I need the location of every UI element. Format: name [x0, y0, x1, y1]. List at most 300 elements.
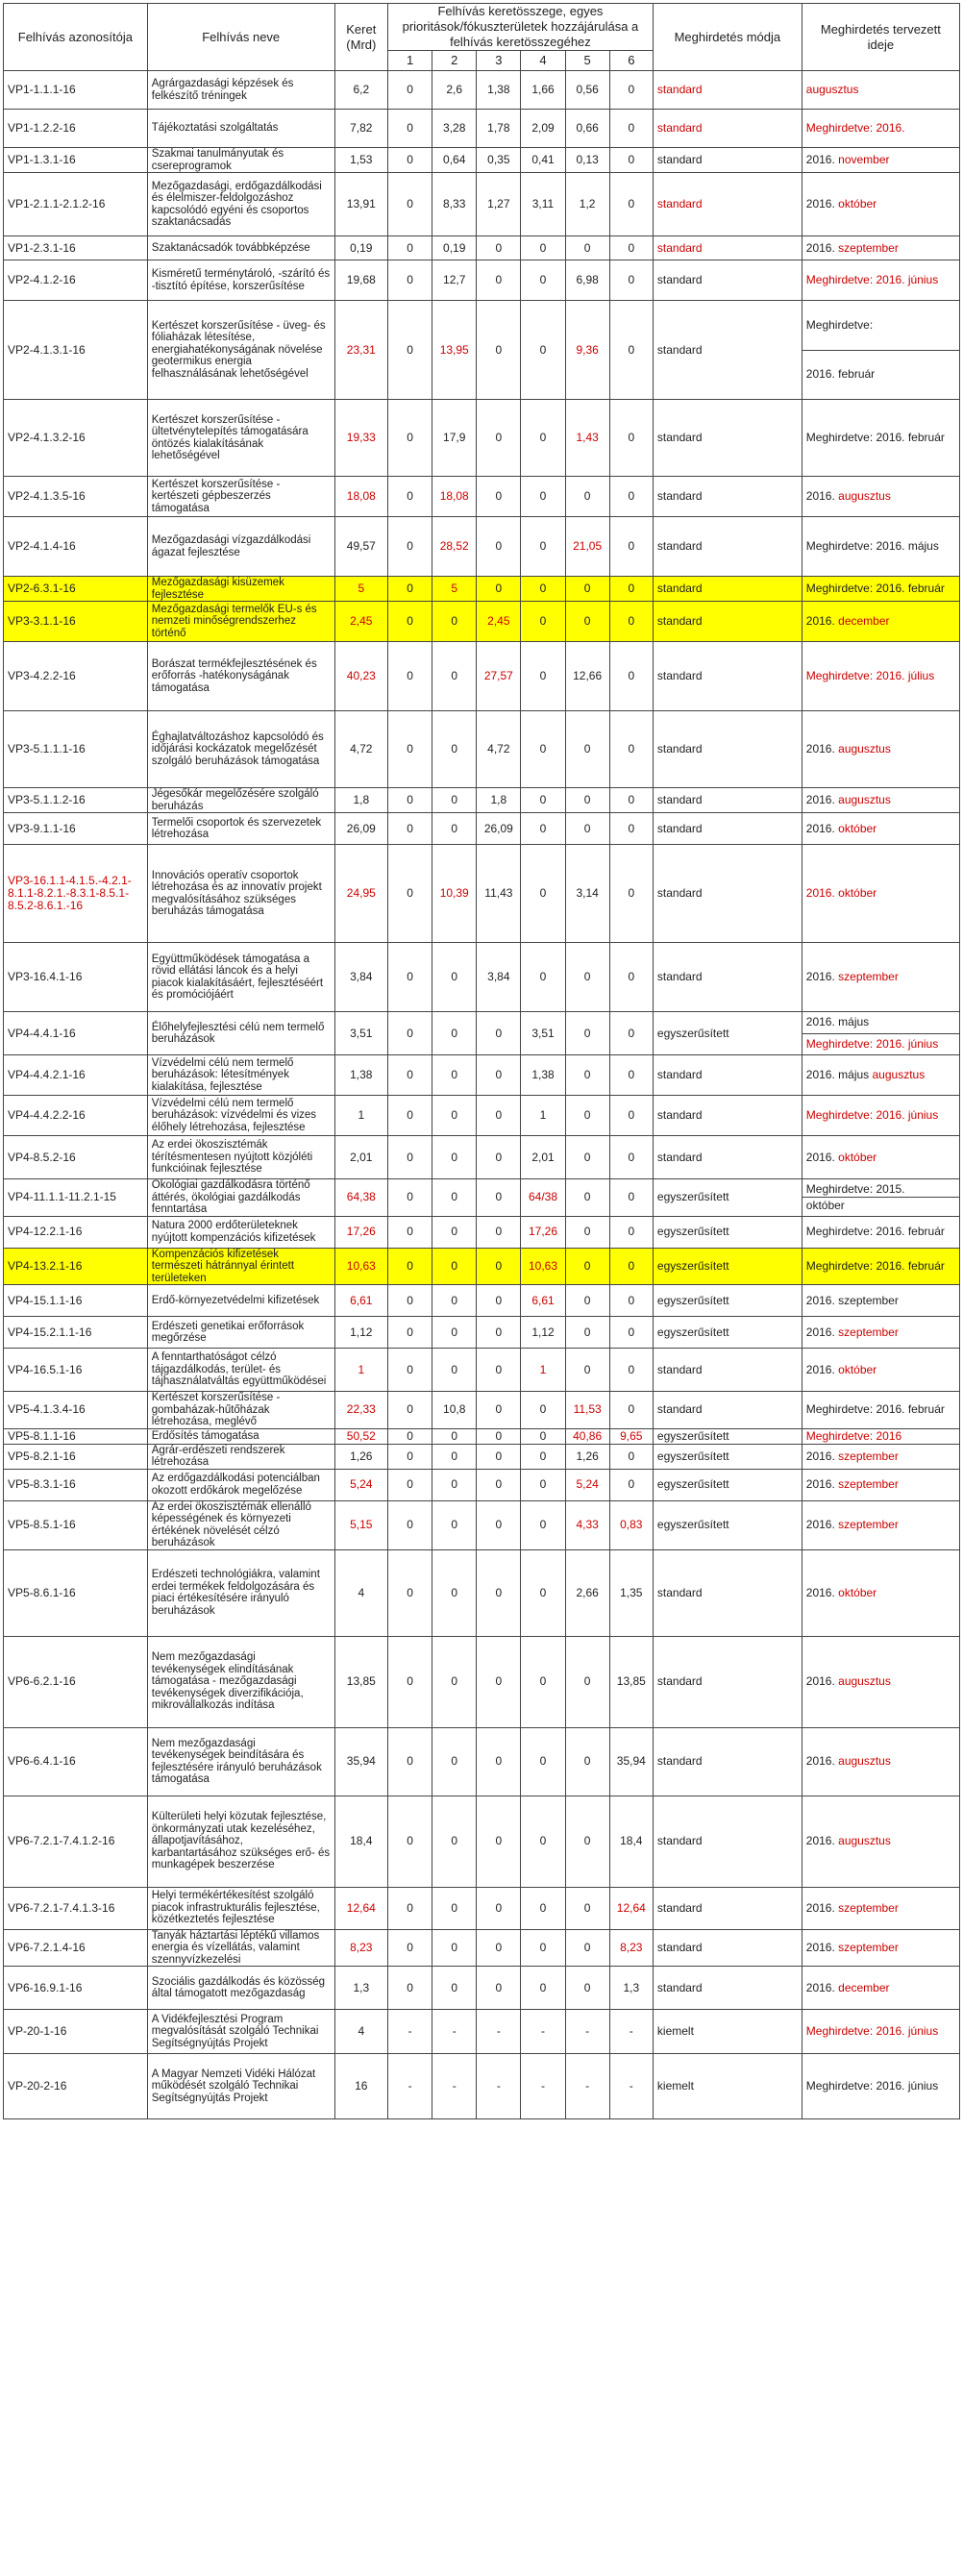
table-row — [4, 400, 960, 477]
call-mode: kiemelt — [653, 2010, 802, 2054]
priority-value: 0 — [565, 1248, 609, 1285]
priority-value: 0 — [609, 148, 653, 173]
table-row — [4, 1248, 960, 1285]
priority-value: 0 — [432, 1636, 477, 1727]
call-budget: 5,24 — [334, 1469, 387, 1500]
priority-value: 0 — [477, 477, 521, 517]
call-id: VP1-2.3.1-16 — [4, 236, 148, 260]
date-text: 2016. — [805, 1900, 839, 1915]
call-id: VP4-15.2.1.1-16 — [4, 1317, 148, 1349]
date-text: október — [805, 1198, 845, 1212]
date-text: augusztus — [838, 1754, 891, 1768]
priority-value: 0 — [521, 602, 565, 642]
call-mode: standard — [653, 173, 802, 236]
call-mode: standard — [653, 1392, 802, 1429]
call-name: Erdészeti genetikai erőforrások megőrzése — [147, 1317, 334, 1349]
priority-value: 0 — [565, 1317, 609, 1349]
date-text: 2016. — [805, 1980, 839, 1994]
table-row — [4, 813, 960, 845]
date-text: október — [838, 821, 877, 835]
date-text: 2016. — [805, 240, 839, 255]
table-row — [4, 1179, 960, 1217]
priority-value: 0 — [565, 1727, 609, 1796]
date-text: 2016. — [805, 1325, 839, 1339]
call-mode: standard — [653, 236, 802, 260]
call-date — [802, 1349, 959, 1392]
priority-value: 26,09 — [477, 813, 521, 845]
date-text: 2016. — [805, 489, 839, 503]
call-mode: standard — [653, 1636, 802, 1727]
priority-value: 0 — [565, 813, 609, 845]
call-name: Agrárgazdasági képzések és felkészítő tréningek — [147, 71, 334, 110]
priority-value: 3,11 — [521, 173, 565, 236]
date-text: augusztus — [838, 742, 891, 755]
call-mode: standard — [653, 813, 802, 845]
call-date — [802, 602, 959, 642]
date-text: Meghirdetve: 2016. — [805, 121, 905, 135]
call-name: Kertészet korszerűsítése - gombaházak-hűtőházak létrehozása, meglévő — [147, 1392, 334, 1429]
priority-value: 6,98 — [565, 260, 609, 301]
table-row — [4, 1469, 960, 1500]
call-name: Erdészeti technológiákra, valamint erdei termékek feldolgozására és piaci értékesítésére irányuló beruházások — [147, 1549, 334, 1636]
priority-value: 0 — [388, 1929, 432, 1967]
call-date — [802, 1469, 959, 1500]
call-date — [802, 1887, 959, 1929]
date-text: 2016. — [805, 1449, 839, 1463]
priority-value: 0 — [521, 1500, 565, 1549]
date-line — [802, 1012, 959, 1033]
priority-value: 0 — [477, 1887, 521, 1929]
priority-value: 0 — [477, 1349, 521, 1392]
priority-value: 0 — [432, 1727, 477, 1796]
call-mode: standard — [653, 71, 802, 110]
call-budget: 10,63 — [334, 1248, 387, 1285]
priority-value: 0 — [388, 1179, 432, 1217]
call-mode: standard — [653, 477, 802, 517]
table-row — [4, 148, 960, 173]
priority-value: 3,14 — [565, 845, 609, 943]
call-id: VP1-1.3.1-16 — [4, 148, 148, 173]
priority-value: 0 — [432, 1929, 477, 1967]
call-budget: 18,4 — [334, 1796, 387, 1887]
priority-value: 0 — [609, 577, 653, 602]
call-mode: egyszerűsített — [653, 1500, 802, 1549]
priority-value: 0 — [609, 400, 653, 477]
call-budget: 40,23 — [334, 642, 387, 711]
priority-value: 8,33 — [432, 173, 477, 236]
call-date — [802, 2010, 959, 2054]
date-text: szeptember — [838, 1325, 899, 1339]
call-mode: egyszerűsített — [653, 1428, 802, 1444]
date-text: 2016. — [805, 793, 839, 806]
priority-value: 0 — [432, 1500, 477, 1549]
date-text: szeptember — [838, 1900, 899, 1915]
call-budget: 22,33 — [334, 1392, 387, 1429]
call-mode: standard — [653, 1887, 802, 1929]
priority-value: 0 — [565, 1055, 609, 1096]
priority-value: 0 — [609, 1349, 653, 1392]
priority-value: 0 — [388, 711, 432, 788]
call-budget: 1,12 — [334, 1317, 387, 1349]
date-text: augusztus — [838, 793, 891, 806]
call-mode: egyszerűsített — [653, 1285, 802, 1317]
priority-value: 0 — [388, 813, 432, 845]
call-name: A Vidékfejlesztési Program megvalósítását szolgáló Technikai Segítségnyújtás Projekt — [147, 2010, 334, 2054]
call-id: VP6-6.4.1-16 — [4, 1727, 148, 1796]
date-text: október — [838, 1585, 877, 1599]
priority-value: 0 — [432, 1887, 477, 1929]
table-header — [4, 4, 960, 71]
date-line — [802, 1033, 959, 1055]
call-budget: 24,95 — [334, 845, 387, 943]
priority-value: - — [388, 2054, 432, 2119]
call-budget: 0,19 — [334, 236, 387, 260]
date-text: 2016. — [805, 1585, 839, 1599]
priority-value: 0,41 — [521, 148, 565, 173]
call-name: Szociális gazdálkodás és közösség által támogatott mezőgazdaság — [147, 1967, 334, 2010]
date-text: 2016. — [805, 821, 839, 835]
table-row — [4, 1216, 960, 1248]
priority-value: - — [388, 2010, 432, 2054]
call-id: VP5-8.6.1-16 — [4, 1549, 148, 1636]
priority-value: 0 — [609, 301, 653, 400]
priority-value: 1,38 — [521, 1055, 565, 1096]
priority-value: 0 — [477, 1929, 521, 1967]
call-budget: 1,26 — [334, 1444, 387, 1469]
priority-value: - — [609, 2010, 653, 2054]
call-date — [802, 1317, 959, 1349]
priority-value: 0 — [388, 173, 432, 236]
table-row — [4, 1549, 960, 1636]
call-id: VP4-4.4.1-16 — [4, 1012, 148, 1055]
priority-value: 0,56 — [565, 71, 609, 110]
call-id: VP4-11.1.1-11.2.1-15 — [4, 1179, 148, 1217]
call-budget: 5,15 — [334, 1500, 387, 1549]
priority-value: 10,39 — [432, 845, 477, 943]
call-budget: 2,01 — [334, 1136, 387, 1179]
priority-value: 0 — [388, 517, 432, 577]
call-id: VP-20-1-16 — [4, 2010, 148, 2054]
priority-value: - — [565, 2054, 609, 2119]
priority-value: 0 — [609, 1179, 653, 1217]
date-text: Meghirdetve: 2015. — [805, 1182, 905, 1196]
priority-value: 0 — [432, 1096, 477, 1136]
call-date — [802, 301, 959, 400]
priority-value: 0,35 — [477, 148, 521, 173]
priority-value: 0 — [565, 1349, 609, 1392]
call-name: Nem mezőgazdasági tevékenységek beindítására és fejlesztésére irányuló beruházások támogatása — [147, 1727, 334, 1796]
call-date — [802, 2054, 959, 2119]
call-budget: 1,53 — [334, 148, 387, 173]
date-text: 2016. — [805, 1674, 839, 1688]
call-date — [802, 1549, 959, 1636]
priority-value: - — [432, 2054, 477, 2119]
call-name: Erdősítés támogatása — [147, 1428, 334, 1444]
call-id: VP3-5.1.1.1-16 — [4, 711, 148, 788]
priority-value: 0 — [388, 1444, 432, 1469]
call-name: Mezőgazdasági kisüzemek fejlesztése — [147, 577, 334, 602]
call-budget: 12,64 — [334, 1887, 387, 1929]
priority-value: 0 — [521, 236, 565, 260]
priority-value: 0,83 — [609, 1500, 653, 1549]
priority-value: 17,9 — [432, 400, 477, 477]
call-name: Jégesőkár megelőzésére szolgáló beruházás — [147, 788, 334, 813]
date-text: 2016. — [805, 197, 839, 211]
priority-value: 0 — [609, 1096, 653, 1136]
table-row — [4, 642, 960, 711]
call-budget: 1,3 — [334, 1967, 387, 2010]
call-date — [802, 173, 959, 236]
priority-value: 3,84 — [477, 943, 521, 1012]
date-text: 2016. — [805, 1754, 839, 1768]
priority-value: 2,09 — [521, 110, 565, 148]
call-name: Az erdei ökoszisztémák ellenálló képességének és környezeti értékének növelését célzó beruházások — [147, 1500, 334, 1549]
call-id: VP3-5.1.1.2-16 — [4, 788, 148, 813]
priority-value: 0 — [521, 301, 565, 400]
priority-value: 21,05 — [565, 517, 609, 577]
priority-value: 0 — [432, 1285, 477, 1317]
date-text: 2016. — [805, 970, 839, 983]
date-text: szeptember — [838, 1518, 899, 1531]
priority-value: 0 — [477, 1216, 521, 1248]
priority-value: 12,66 — [565, 642, 609, 711]
call-id: VP6-16.9.1-16 — [4, 1967, 148, 2010]
priority-value: 0 — [432, 788, 477, 813]
priority-value: 0 — [565, 1012, 609, 1055]
date-text: Meghirdetve: 2016. június — [805, 273, 939, 286]
priority-value: 0 — [565, 577, 609, 602]
call-mode: standard — [653, 788, 802, 813]
call-date — [802, 1444, 959, 1469]
call-budget: 23,31 — [334, 301, 387, 400]
date-text: Meghirdetve: 2016. május — [805, 539, 939, 553]
priority-value: 0 — [609, 1248, 653, 1285]
call-date — [802, 236, 959, 260]
priority-value: 0 — [565, 1929, 609, 1967]
date-text: december — [838, 1980, 890, 1994]
priority-value: 13,95 — [432, 301, 477, 400]
priority-value: 0 — [388, 1469, 432, 1500]
priority-value: 40,86 — [565, 1428, 609, 1444]
priority-value: 0 — [388, 1549, 432, 1636]
date-text: Meghirdetve: 2016. február — [805, 431, 945, 444]
date-text: augusztus — [838, 1834, 891, 1847]
table-row — [4, 577, 960, 602]
priority-value: 0 — [609, 1055, 653, 1096]
table-row — [4, 1636, 960, 1727]
call-mode: standard — [653, 1096, 802, 1136]
table-row — [4, 236, 960, 260]
priority-value: 9,65 — [609, 1428, 653, 1444]
call-name: Helyi termékértékesítést szolgáló piacok infrastrukturális fejlesztése, közétkeztetés fejlesztése — [147, 1887, 334, 1929]
priority-value: 0 — [477, 1317, 521, 1349]
call-mode: egyszerűsített — [653, 1216, 802, 1248]
priority-value: 0 — [477, 1285, 521, 1317]
priority-value: 0 — [477, 517, 521, 577]
priority-value: 1,3 — [609, 1967, 653, 2010]
priority-value: 0 — [565, 711, 609, 788]
call-date — [802, 148, 959, 173]
priority-value: 0 — [521, 1967, 565, 2010]
call-date — [802, 477, 959, 517]
call-name: Nem mezőgazdasági tevékenységek elindításának támogatása - mezőgazdasági tevékenységek diverzifikációja, mikrovállalkozás indítása — [147, 1636, 334, 1727]
priority-value: 0,13 — [565, 148, 609, 173]
call-mode: standard — [653, 711, 802, 788]
call-date — [802, 577, 959, 602]
priority-value: 0 — [388, 1136, 432, 1179]
priority-value: 0 — [388, 788, 432, 813]
priority-value: - — [477, 2054, 521, 2119]
table-row — [4, 1317, 960, 1349]
call-name: Az erdőgazdálkodási potenciálban okozott erdőkárok megelőzése — [147, 1469, 334, 1500]
call-mode: egyszerűsített — [653, 1317, 802, 1349]
priority-value: 0 — [521, 400, 565, 477]
call-name: Együttműködések támogatása a rövid ellátási láncok és a helyi piacok kialakításáért, fejlesztéséért és promóciójáért — [147, 943, 334, 1012]
priority-value: 27,57 — [477, 642, 521, 711]
priority-value: 1,35 — [609, 1549, 653, 1636]
priority-value: 0 — [432, 1216, 477, 1248]
call-id: VP4-15.1.1-16 — [4, 1285, 148, 1317]
priority-value: 0 — [477, 236, 521, 260]
table-row — [4, 1285, 960, 1317]
priority-value: - — [432, 2010, 477, 2054]
call-budget: 1 — [334, 1096, 387, 1136]
priority-value: 0 — [388, 943, 432, 1012]
call-mode: standard — [653, 1727, 802, 1796]
priority-value: 1,8 — [477, 788, 521, 813]
priority-value: 0 — [432, 1549, 477, 1636]
call-date — [802, 711, 959, 788]
priority-value: 1,2 — [565, 173, 609, 236]
call-budget: 26,09 — [334, 813, 387, 845]
call-mode: standard — [653, 845, 802, 943]
priority-value: 0 — [388, 602, 432, 642]
priority-value: 1,12 — [521, 1317, 565, 1349]
priority-value: 1,43 — [565, 400, 609, 477]
priority-value: 0 — [609, 845, 653, 943]
call-date — [802, 1967, 959, 2010]
date-text: 2016. — [805, 1940, 839, 1954]
priority-value: 5,24 — [565, 1469, 609, 1500]
priority-value: 0 — [521, 1444, 565, 1469]
priority-value: 0 — [565, 1136, 609, 1179]
call-date — [802, 1636, 959, 1727]
call-date — [802, 1285, 959, 1317]
call-mode: kiemelt — [653, 2054, 802, 2119]
priority-value: 0 — [521, 1929, 565, 1967]
priority-value: 0 — [388, 1055, 432, 1096]
priority-value: 35,94 — [609, 1727, 653, 1796]
call-id: VP3-4.2.2-16 — [4, 642, 148, 711]
call-budget: 13,91 — [334, 173, 387, 236]
header-mode: Meghirdetés módja — [653, 4, 802, 71]
priority-value: 2,6 — [432, 71, 477, 110]
priority-value: 0 — [388, 1012, 432, 1055]
priority-value: 0 — [521, 642, 565, 711]
call-budget: 1,8 — [334, 788, 387, 813]
date-text: Meghirdetve: 2016. június — [805, 1108, 939, 1122]
call-mode: standard — [653, 260, 802, 301]
date-text: 2016. — [805, 1834, 839, 1847]
priority-value: - — [565, 2010, 609, 2054]
call-mode: standard — [653, 517, 802, 577]
date-text: 2016. — [805, 614, 839, 628]
table-row — [4, 1012, 960, 1055]
call-name: Az erdei ökoszisztémák térítésmentesen nyújtott közjóléti funkcióinak fejlesztése — [147, 1136, 334, 1179]
priority-value: 0 — [477, 1796, 521, 1887]
date-text: november — [838, 153, 890, 166]
priority-value: 0 — [609, 1469, 653, 1500]
priority-value: 0 — [521, 788, 565, 813]
call-mode: standard — [653, 1055, 802, 1096]
priority-value: 12,7 — [432, 260, 477, 301]
call-mode: egyszerűsített — [653, 1469, 802, 1500]
call-name: Külterületi helyi közutak fejlesztése, önkormányzati utak kezeléséhez, állapotjavításához, karbantartásához szükséges erő- és munkagépek beszerzése — [147, 1796, 334, 1887]
date-text: 2016. május — [805, 1068, 873, 1081]
date-text: 2016. — [805, 742, 839, 755]
table-row — [4, 301, 960, 400]
table-row — [4, 1887, 960, 1929]
call-date — [802, 1055, 959, 1096]
call-id: VP6-6.2.1-16 — [4, 1636, 148, 1727]
priority-value: 0 — [432, 1317, 477, 1349]
call-name: Vízvédelmi célú nem termelő beruházások: vízvédelmi és vizes élőhely létrehozása, fejlesztése — [147, 1096, 334, 1136]
call-id: VP5-8.5.1-16 — [4, 1500, 148, 1549]
table-row — [4, 110, 960, 148]
priority-value: 0 — [609, 517, 653, 577]
call-budget: 64,38 — [334, 1179, 387, 1217]
priority-value: 0 — [609, 110, 653, 148]
call-name: Termelői csoportok és szervezetek létrehozása — [147, 813, 334, 845]
priority-value: 0 — [477, 1248, 521, 1285]
call-date — [802, 813, 959, 845]
date-line — [802, 1182, 959, 1198]
priority-value: 0 — [477, 1444, 521, 1469]
call-name: Agrár-erdészeti rendszerek létrehozása — [147, 1444, 334, 1469]
table-row — [4, 477, 960, 517]
call-id: VP2-6.3.1-16 — [4, 577, 148, 602]
header-prio-num: 5 — [565, 51, 609, 71]
priority-value: - — [609, 2054, 653, 2119]
priority-value: 0 — [477, 1392, 521, 1429]
call-budget: 3,84 — [334, 943, 387, 1012]
priority-value: 0 — [521, 1428, 565, 1444]
priority-value: 0 — [432, 1444, 477, 1469]
call-mode: standard — [653, 1549, 802, 1636]
call-budget: 6,2 — [334, 71, 387, 110]
priority-value: 1 — [521, 1096, 565, 1136]
priority-value: 0 — [388, 1349, 432, 1392]
priority-value: 0 — [477, 1428, 521, 1444]
call-mode: standard — [653, 148, 802, 173]
table-row — [4, 1136, 960, 1179]
header-id: Felhívás azonosítója — [4, 4, 148, 71]
priority-value: 0 — [609, 236, 653, 260]
call-mode: standard — [653, 1136, 802, 1179]
call-date — [802, 1012, 959, 1055]
call-budget: 19,68 — [334, 260, 387, 301]
header-keret — [334, 4, 387, 71]
table-row — [4, 1428, 960, 1444]
call-mode: standard — [653, 1796, 802, 1887]
priority-value: 0 — [388, 1967, 432, 2010]
priority-value: 0 — [609, 1216, 653, 1248]
date-text: augusztus — [805, 83, 859, 96]
priority-value: 0 — [432, 1967, 477, 2010]
priority-value: 0 — [388, 260, 432, 301]
call-mode: standard — [653, 1967, 802, 2010]
priority-value: 0 — [432, 1248, 477, 1285]
